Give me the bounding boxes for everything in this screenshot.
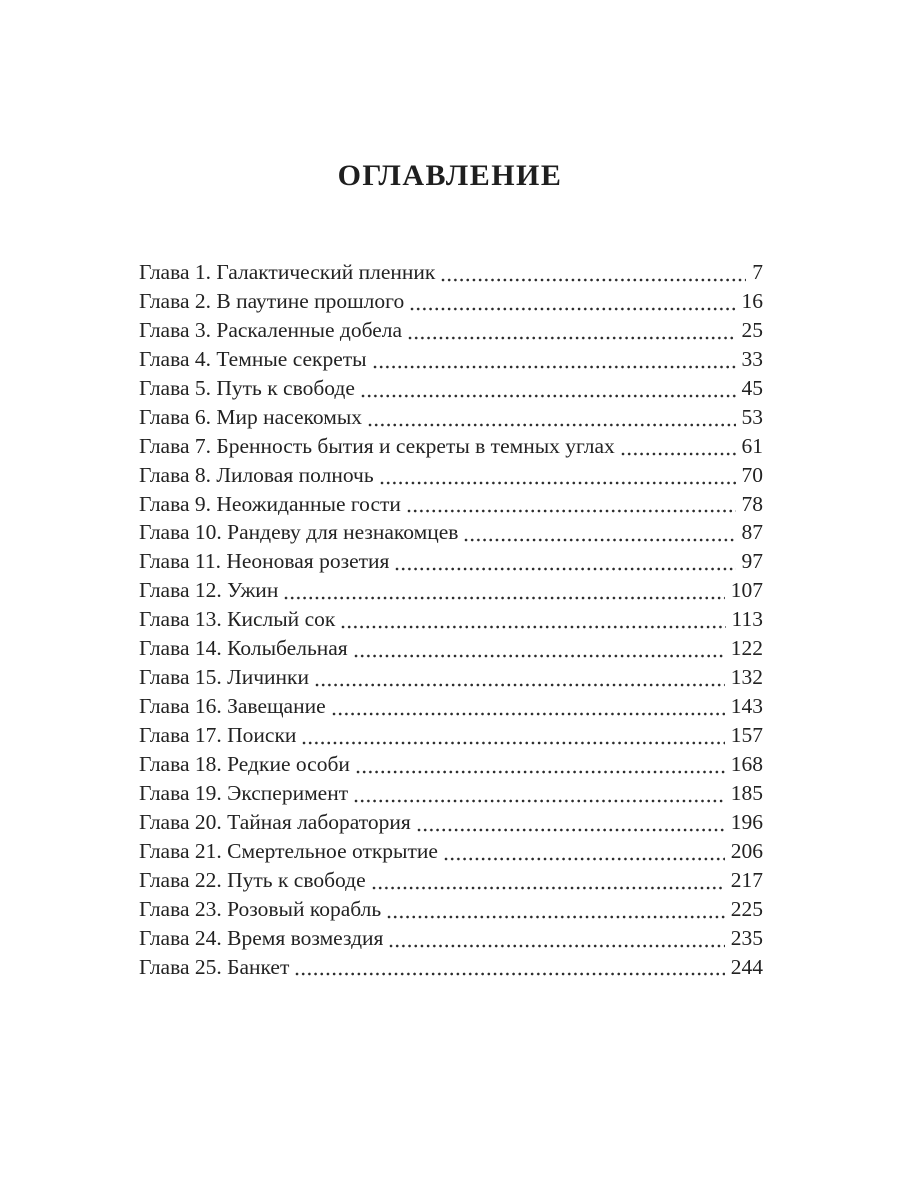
chapter-title: Глава 18. Редкие особи: [139, 751, 350, 776]
page-number: 143: [730, 694, 763, 719]
toc-entry: [139, 374, 763, 403]
dot-leader: [301, 721, 724, 750]
toc-entry: [139, 634, 763, 663]
toc-entry: [139, 750, 763, 779]
chapter-title: Глава 24. Время возмездия: [139, 925, 384, 950]
toc-entry: [139, 605, 763, 634]
toc-entry: [139, 721, 763, 750]
chapter-title: Глава 15. Личинки: [139, 665, 309, 690]
chapter-title: Глава 23. Розовый корабль: [139, 896, 382, 921]
dot-leader: [463, 518, 735, 547]
toc-entry: [139, 403, 763, 432]
toc-list: [139, 258, 763, 981]
dot-leader: [440, 258, 746, 287]
toc-entry: [139, 287, 763, 316]
page-number: 244: [730, 954, 763, 979]
chapter-title: Глава 17. Поиски: [139, 723, 297, 747]
page-number: 7: [752, 260, 763, 284]
chapter-title: Глава 9. Неожиданные гости: [139, 491, 401, 516]
page-number: 33: [741, 346, 763, 371]
chapter-title: Глава 1. Галактический пленник: [139, 260, 436, 284]
dot-leader: [367, 403, 735, 432]
page-number: 168: [730, 751, 763, 776]
chapter-title: Глава 11. Неоновая розетия: [139, 549, 390, 574]
page-number: 53: [741, 404, 763, 429]
toc-entry: [139, 547, 763, 576]
toc-entry: [139, 518, 763, 547]
chapter-title: Глава 6. Мир насекомых: [139, 404, 363, 429]
page-number: 25: [741, 317, 763, 342]
toc-entry: [139, 345, 763, 374]
chapter-title: Глава 25. Банкет: [139, 954, 290, 979]
page-number: 185: [730, 780, 763, 805]
dot-leader: [355, 750, 725, 779]
dot-leader: [379, 461, 736, 490]
dot-leader: [372, 345, 736, 374]
dot-leader: [388, 924, 724, 953]
page-number: 157: [730, 723, 763, 747]
page-number: 113: [731, 607, 763, 632]
chapter-title: Глава 22. Путь к свободе: [139, 867, 366, 892]
dot-leader: [620, 432, 736, 461]
chapter-title: Глава 5. Путь к свободе: [139, 375, 355, 400]
chapter-title: Глава 4. Темные секреты: [139, 346, 367, 371]
toc-entry: [139, 461, 763, 490]
chapter-title: Глава 12. Ужин: [139, 578, 279, 603]
dot-leader: [416, 808, 725, 837]
dot-leader: [353, 779, 725, 808]
page-number: 97: [741, 549, 763, 574]
toc-entry: [139, 779, 763, 808]
toc-entry: [139, 837, 763, 866]
page-number: 45: [741, 375, 763, 400]
dot-leader: [294, 953, 724, 982]
page-number: 107: [730, 578, 763, 603]
page-number: 196: [730, 809, 763, 834]
page-number: 217: [730, 867, 763, 892]
toc-entry: [139, 576, 763, 605]
chapter-title: Глава 13. Кислый сок: [139, 607, 336, 632]
chapter-title: Глава 2. В паутине прошлого: [139, 288, 405, 313]
dot-leader: [340, 605, 725, 634]
page-number: 235: [730, 925, 763, 950]
toc-entry: [139, 432, 763, 461]
dot-leader: [360, 374, 736, 403]
page-number: 206: [730, 838, 763, 863]
toc-entry: [139, 808, 763, 837]
page-number: 61: [741, 433, 763, 458]
chapter-title: Глава 19. Эксперимент: [139, 780, 349, 805]
toc-entry: [139, 316, 763, 345]
dot-leader: [406, 490, 736, 519]
page-number: 132: [730, 665, 763, 690]
chapter-title: Глава 3. Раскаленные добела: [139, 317, 403, 342]
dot-leader: [353, 634, 725, 663]
page-number: 78: [741, 491, 763, 516]
chapter-title: Глава 20. Тайная лаборатория: [139, 809, 411, 834]
dot-leader: [407, 316, 735, 345]
dot-leader: [283, 576, 724, 605]
page-number: 87: [741, 520, 763, 545]
toc-entry: [139, 490, 763, 519]
chapter-title: Глава 21. Смертельное открытие: [139, 838, 438, 863]
dot-leader: [443, 837, 725, 866]
toc-entry: [139, 924, 763, 953]
page-number: 122: [730, 636, 763, 661]
toc-entry: [139, 692, 763, 721]
chapter-title: Глава 7. Бренность бытия и секреты в темных углах: [139, 433, 615, 458]
toc-entry: [139, 895, 763, 924]
page-title: ОГЛАВЛЕНИЕ: [337, 159, 563, 192]
dot-leader: [331, 692, 725, 721]
dot-leader: [371, 866, 725, 895]
page-number: 16: [741, 288, 763, 313]
chapter-title: Глава 10. Рандеву для незнакомцев: [139, 520, 459, 545]
chapter-title: Глава 8. Лиловая полночь: [139, 462, 374, 487]
toc-entry: [139, 663, 763, 692]
toc-entry: [139, 953, 763, 982]
dot-leader: [386, 895, 725, 924]
dot-leader: [409, 287, 735, 316]
dot-leader: [394, 547, 735, 576]
toc-entry: [139, 258, 763, 287]
dot-leader: [314, 663, 725, 692]
page-number: 225: [730, 896, 763, 921]
toc-entry: [139, 866, 763, 895]
page-number: 70: [741, 462, 763, 487]
chapter-title: Глава 16. Завещание: [139, 694, 326, 719]
chapter-title: Глава 14. Колыбельная: [139, 636, 348, 661]
